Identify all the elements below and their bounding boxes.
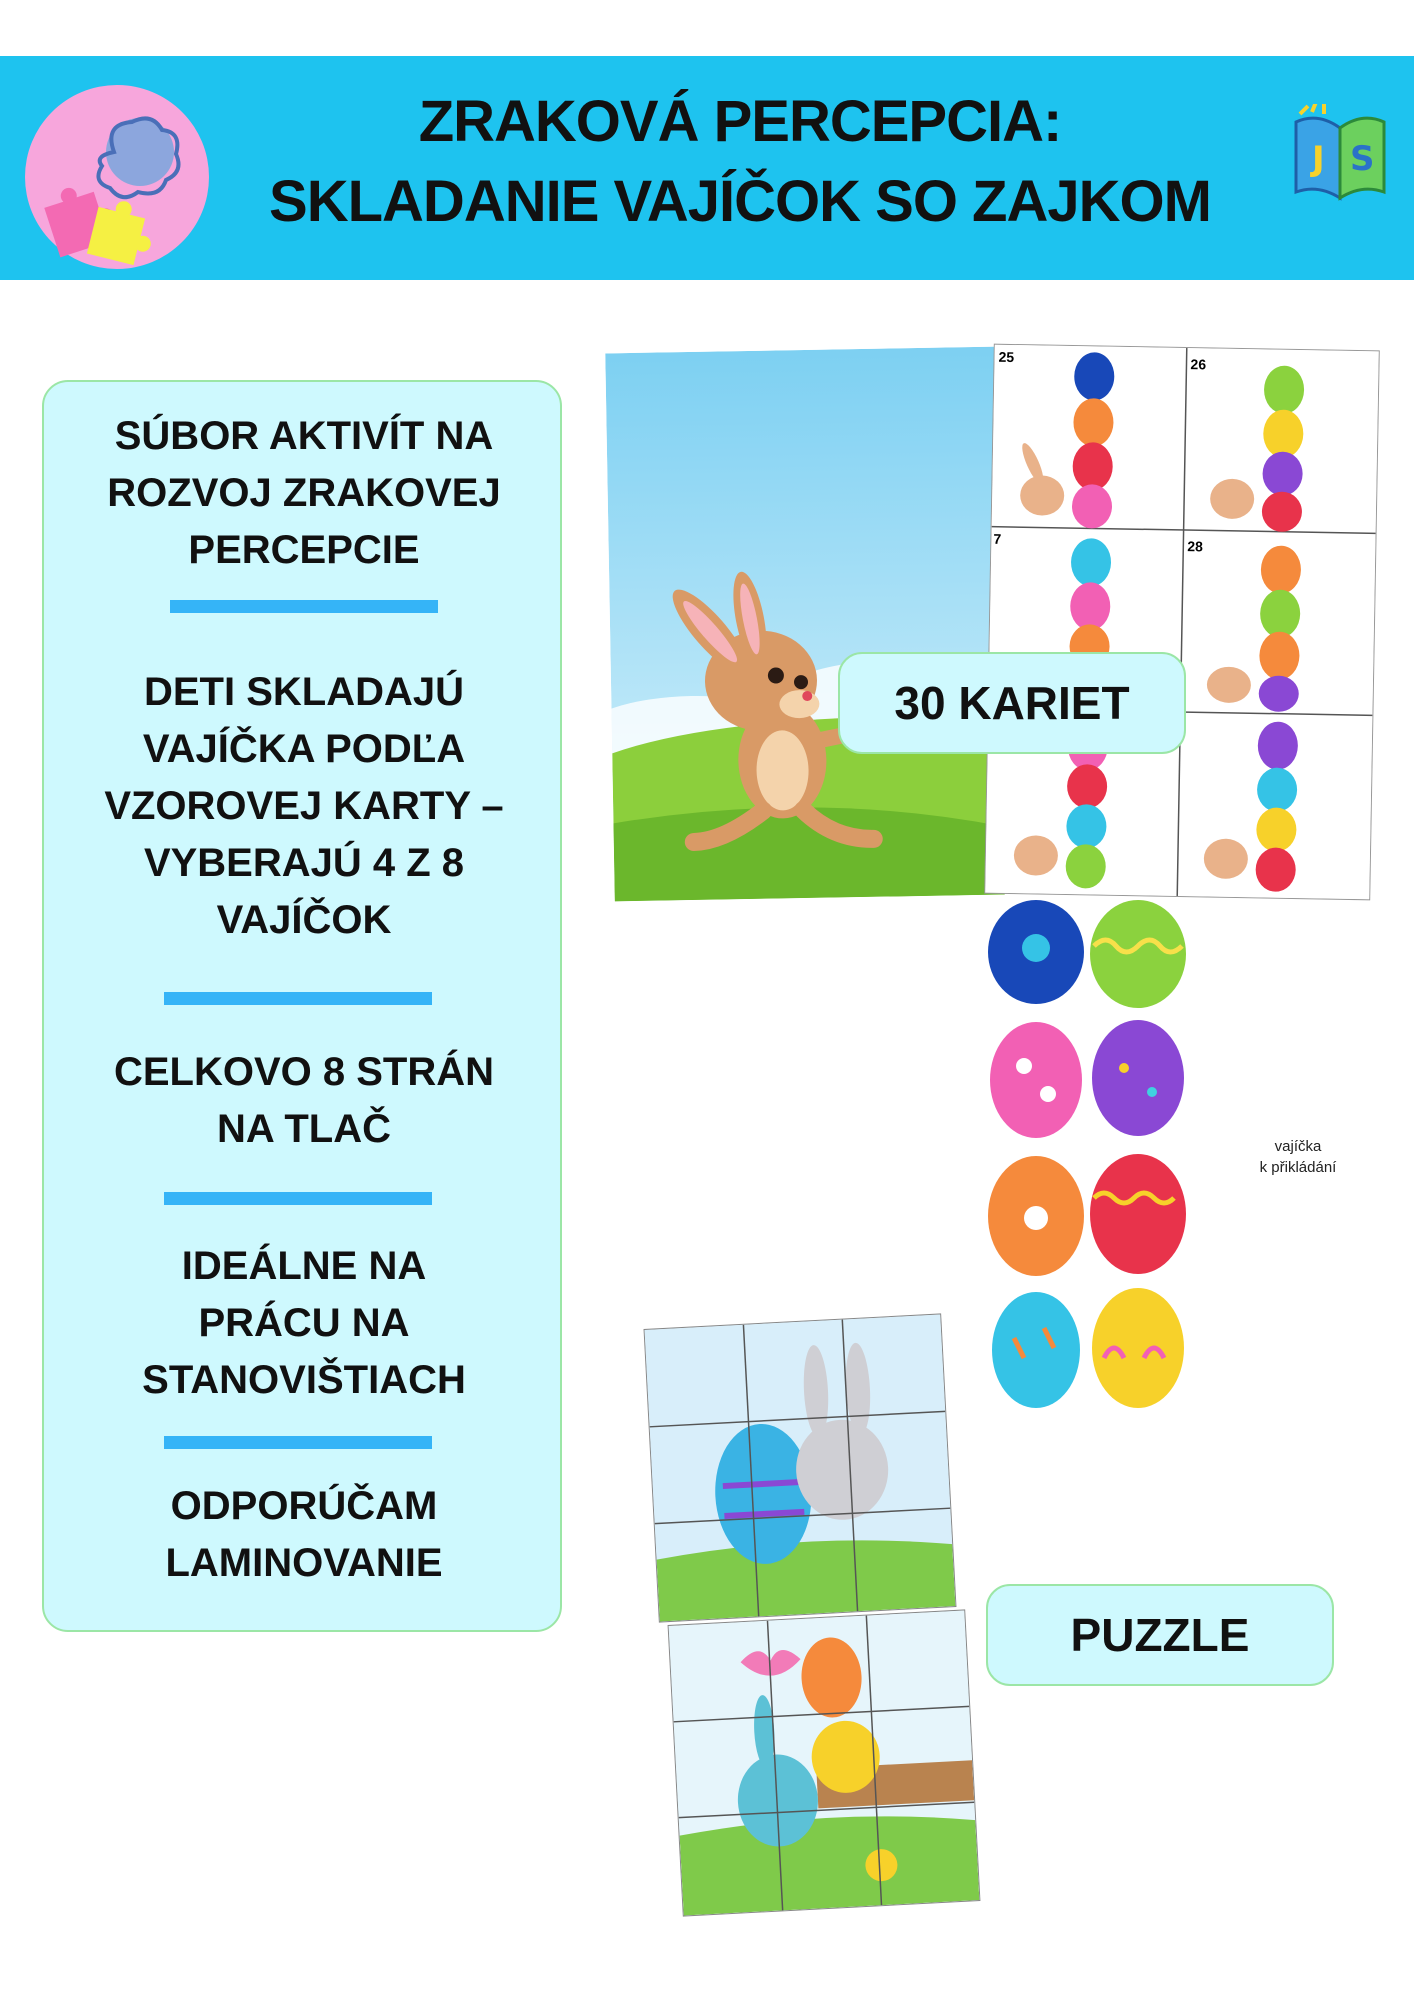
divider bbox=[170, 600, 438, 613]
divider bbox=[164, 992, 432, 1005]
info-line: IDEÁLNE NA bbox=[181, 1244, 427, 1288]
title-line-2: SKLADANIE VAJÍČOK SO ZAJKOM bbox=[269, 169, 1211, 234]
puzzle-image-1 bbox=[645, 1314, 956, 1621]
svg-text:J: J bbox=[1312, 139, 1325, 179]
info-line: STANOVIŠTIACH bbox=[142, 1358, 466, 1402]
eggs-to-place bbox=[984, 898, 1234, 1428]
info-line: NA TLAČ bbox=[216, 1107, 392, 1151]
info-line: CELKOVO 8 STRÁN bbox=[113, 1050, 495, 1094]
note-line: k přikládání bbox=[1259, 1159, 1337, 1176]
info-line: VAJÍČOK bbox=[216, 898, 392, 942]
cards-count-label: 30 KARIET bbox=[838, 652, 1186, 754]
svg-text:S: S bbox=[1350, 139, 1375, 179]
info-line: PERCEPCIE bbox=[188, 528, 420, 572]
info-item-laminating bbox=[44, 1478, 564, 1592]
info-item-pages bbox=[44, 1044, 564, 1158]
info-line: ROZVOJ ZRAKOVEJ bbox=[107, 471, 501, 515]
puzzle-label: PUZZLE bbox=[986, 1584, 1334, 1686]
card-number: 25 bbox=[998, 348, 1015, 366]
card-number: 26 bbox=[1190, 356, 1207, 373]
divider bbox=[164, 1192, 432, 1205]
info-item-description bbox=[44, 664, 564, 949]
info-line: VYBERAJÚ 4 Z 8 bbox=[143, 841, 465, 885]
card-number: 7 bbox=[993, 530, 1002, 547]
divider bbox=[164, 1436, 432, 1449]
note-line: vajíčka bbox=[1274, 1138, 1322, 1155]
puzzle-image-2 bbox=[669, 1610, 980, 1915]
info-line: VZOROVEJ KARTY – bbox=[104, 784, 504, 828]
info-item-stations bbox=[44, 1238, 564, 1409]
info-line: DETI SKLADAJÚ bbox=[143, 670, 465, 714]
title-line-1: ZRAKOVÁ PERCEPCIA: bbox=[418, 89, 1062, 154]
info-line: PRÁCU NA bbox=[198, 1301, 410, 1345]
info-panel bbox=[42, 380, 562, 1632]
eggs-note bbox=[1228, 1136, 1368, 1178]
info-line: SÚBOR AKTIVÍT NA bbox=[114, 414, 494, 458]
bunny-card-image bbox=[605, 347, 1005, 902]
info-item-activities bbox=[44, 408, 564, 579]
info-line: ODPORÚČAM bbox=[170, 1484, 438, 1528]
page-title bbox=[170, 82, 1310, 242]
card-number: 28 bbox=[1187, 538, 1204, 555]
info-line: VAJÍČKA PODĽA bbox=[142, 727, 466, 771]
cards-sheet bbox=[985, 345, 1379, 900]
info-line: LAMINOVANIE bbox=[165, 1541, 443, 1585]
